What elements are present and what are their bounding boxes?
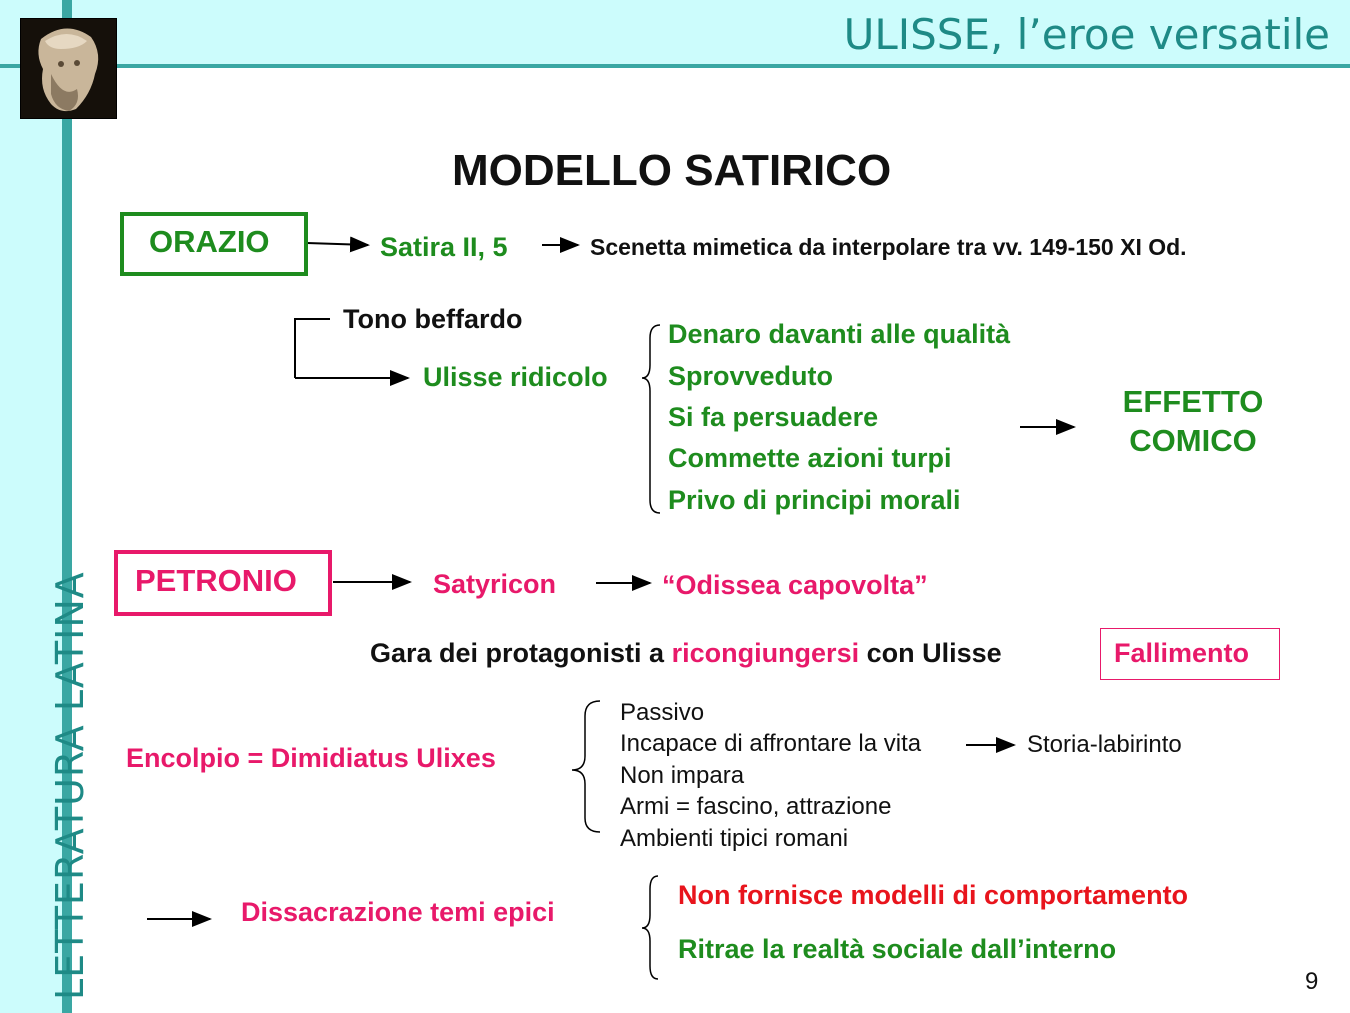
encolpio-label: Encolpio = Dimidiatus Ulixes	[126, 743, 496, 773]
race-highlight: ricongiungersi	[671, 638, 860, 668]
consequence-2: Ritrae la realtà sociale dall’interno	[678, 934, 1117, 964]
brace-traits	[642, 325, 660, 513]
petronio-work: Satyricon	[433, 569, 557, 599]
trait-item: Denaro davanti alle qualità	[668, 319, 1011, 349]
petronio-label: PETRONIO	[135, 563, 297, 598]
labyrinth-label: Storia-labirinto	[1027, 731, 1182, 758]
orazio-ridiculous: Ulisse ridicolo	[423, 362, 608, 392]
encolpio-trait: Incapace di affrontare la vita	[620, 730, 922, 757]
race-suffix: con Ulisse	[859, 638, 1002, 668]
bracket-tono	[295, 319, 330, 378]
brace-consequences	[642, 876, 658, 979]
brace-encolpio	[572, 701, 600, 832]
trait-item: Commette azioni turpi	[668, 443, 952, 473]
encolpio-trait: Ambienti tipici romani	[620, 825, 849, 852]
orazio-label: ORAZIO	[149, 224, 270, 259]
page-number: 9	[1305, 968, 1319, 995]
encolpio-trait: Non impara	[620, 762, 745, 789]
encolpio-trait: Armi = fascino, attrazione	[620, 793, 892, 820]
header-title: ULISSE, l’eroe versatile	[843, 10, 1330, 59]
page-title: MODELLO SATIRICO	[452, 146, 892, 195]
orazio-note: Scenetta mimetica da interpolare tra vv. 149-150 XI Od.	[590, 234, 1187, 260]
effect-line-2: COMICO	[1129, 423, 1257, 458]
encolpio-trait: Passivo	[620, 699, 705, 726]
orazio-work: Satira II, 5	[380, 232, 508, 262]
race-sentence	[370, 638, 1002, 669]
orazio-tone: Tono beffardo	[343, 304, 523, 334]
failure-label: Fallimento	[1114, 638, 1250, 668]
trait-item: Si fa persuadere	[668, 402, 879, 432]
arrow-orazio-satira	[307, 243, 368, 245]
race-prefix: Gara dei protagonisti a	[370, 638, 672, 668]
trait-item: Sprovveduto	[668, 361, 834, 391]
petronio-quote: “Odissea capovolta”	[662, 570, 928, 600]
consequence-1: Non fornisce modelli di comportamento	[678, 880, 1189, 910]
desecration-label: Dissacrazione temi epici	[241, 897, 555, 927]
trait-item: Privo di principi morali	[668, 485, 961, 515]
side-title: LETTERATURA LATINA	[48, 571, 92, 1000]
effect-line-1: EFFETTO	[1122, 384, 1264, 419]
